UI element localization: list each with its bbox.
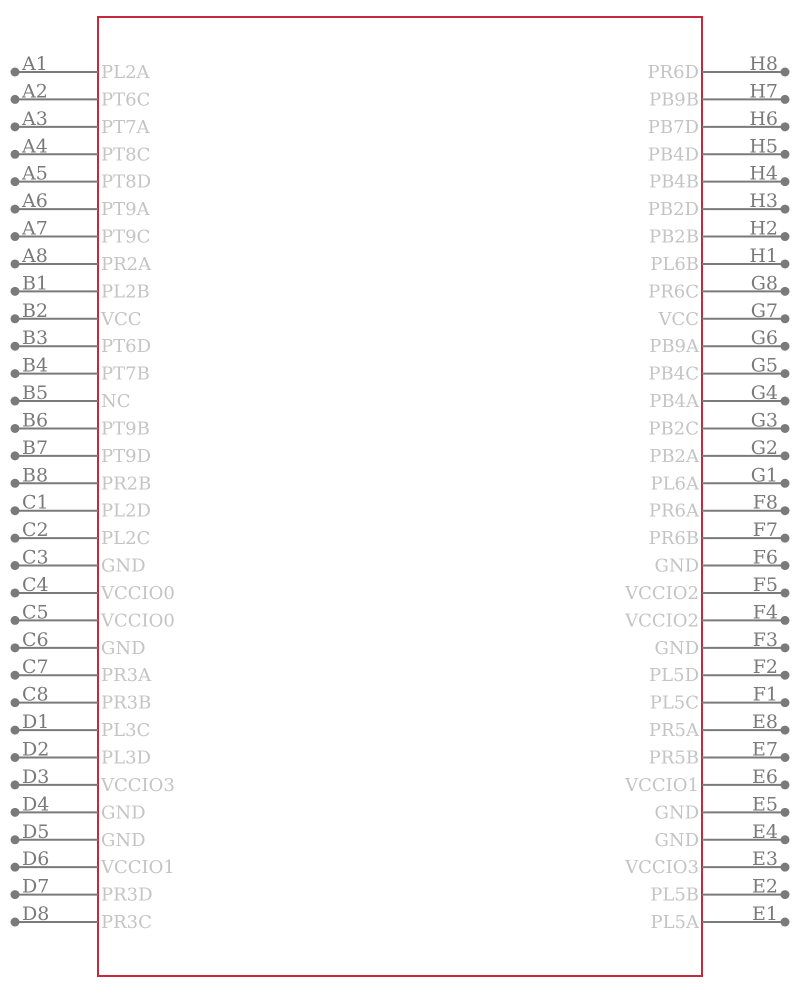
right-pin [650, 903, 789, 933]
pin-endpoint-dot [781, 369, 790, 378]
pin-endpoint-dot [781, 451, 790, 460]
pin-endpoint-dot [781, 643, 790, 652]
pin-endpoint-dot [11, 863, 20, 872]
pin-name: PL5A [650, 912, 699, 934]
pin-number: C3 [22, 546, 49, 569]
pin-name: PB4B [648, 171, 699, 193]
pin-endpoint-dot [781, 588, 790, 597]
left-pin [11, 272, 150, 302]
pin-endpoint-dot [11, 890, 20, 899]
pin-number: G6 [750, 327, 778, 350]
pin-name: PT7B [101, 363, 150, 385]
left-pin [11, 108, 151, 138]
pin-endpoint-dot [781, 95, 790, 104]
left-pin [11, 601, 175, 631]
right-pin [648, 409, 789, 439]
pin-endpoint-dot [11, 150, 20, 159]
ic-body-outline [98, 17, 702, 976]
left-pin [11, 656, 153, 686]
right-pin [648, 108, 790, 138]
pin-endpoint-dot [11, 835, 20, 844]
left-pin [11, 163, 152, 193]
pin-endpoint-dot [11, 451, 20, 460]
pin-name: PR3D [101, 884, 153, 906]
right-pin [649, 656, 789, 686]
pin-endpoint-dot [11, 534, 20, 543]
pin-name: PT9A [101, 199, 150, 221]
pin-endpoint-dot [11, 753, 20, 762]
pin-endpoint-dot [781, 863, 790, 872]
pin-number: E8 [752, 711, 778, 734]
right-pin [648, 355, 789, 385]
pin-endpoint-dot [781, 150, 790, 159]
right-pin [648, 272, 789, 302]
pin-number: H6 [749, 107, 778, 130]
pin-name: VCCIO3 [101, 774, 175, 796]
left-pin [11, 793, 146, 823]
pin-endpoint-dot [781, 835, 790, 844]
pin-number: A1 [22, 53, 48, 75]
right-pin [649, 382, 789, 412]
pin-endpoint-dot [11, 122, 20, 131]
pin-number: H2 [749, 217, 778, 240]
pin-name: GND [101, 802, 146, 824]
left-pin [11, 739, 151, 769]
left-pin [11, 492, 151, 522]
pin-name: PR6B [648, 528, 699, 550]
pin-name: PL2D [101, 500, 151, 522]
pin-endpoint-dot [11, 68, 20, 77]
pin-name: PT9C [101, 226, 151, 248]
pin-endpoint-dot [11, 808, 20, 817]
pin-name: VCCIO2 [625, 582, 699, 604]
left-pin [11, 574, 175, 604]
right-pin [649, 437, 789, 467]
right-pin-column [624, 53, 789, 933]
pin-name: VCCIO1 [101, 857, 175, 879]
pin-name: PT6D [101, 336, 152, 358]
pin-number: C5 [22, 601, 49, 624]
pin-endpoint-dot [781, 342, 790, 351]
pin-number: C6 [22, 628, 49, 651]
left-pin [11, 245, 153, 275]
pin-endpoint-dot [781, 232, 790, 241]
left-pin [11, 766, 175, 796]
pin-name: VCCIO0 [101, 610, 175, 632]
pin-number: B5 [22, 382, 49, 405]
pin-number: H5 [749, 135, 778, 158]
pin-number: D2 [22, 738, 50, 761]
pin-name: PR5B [648, 747, 699, 769]
pin-number: F8 [752, 491, 778, 514]
pin-number: E4 [752, 820, 778, 843]
pin-name: PR6D [647, 62, 699, 83]
left-pin [11, 711, 151, 741]
pin-number: C2 [22, 519, 49, 542]
pin-name: PB2C [648, 418, 699, 440]
pin-number: B7 [22, 436, 49, 459]
pin-name: PB9A [649, 336, 699, 358]
pin-endpoint-dot [11, 424, 20, 433]
left-pin [11, 629, 146, 659]
pin-name: PR6C [648, 281, 699, 303]
left-pin [11, 218, 151, 248]
left-pin [11, 684, 152, 714]
pin-name: PL2C [101, 528, 151, 550]
pin-name: PL6B [650, 253, 699, 275]
left-pin [11, 190, 151, 220]
left-pin [11, 300, 142, 330]
right-pin [650, 464, 789, 494]
pin-number: A6 [22, 190, 48, 213]
pin-number: E6 [752, 765, 778, 788]
pin-endpoint-dot [781, 616, 790, 625]
pin-name: GND [101, 637, 146, 659]
pin-endpoint-dot [11, 369, 20, 378]
pin-endpoint-dot [11, 561, 20, 570]
pin-name: VCC [658, 308, 699, 330]
left-pin [11, 135, 151, 165]
left-pin [11, 355, 150, 385]
pin-name: PL2B [101, 281, 150, 303]
pin-number: D1 [22, 711, 50, 734]
pin-name: PR3C [101, 912, 152, 934]
pin-number: H7 [749, 80, 778, 103]
pin-name: PR3B [101, 692, 152, 714]
pin-number: E1 [752, 903, 778, 926]
right-pin [649, 739, 790, 769]
pin-number: C7 [22, 656, 49, 679]
pin-endpoint-dot [11, 780, 20, 789]
pin-endpoint-dot [11, 643, 20, 652]
pin-number: B1 [22, 272, 49, 295]
pin-name: PL5C [649, 692, 699, 714]
pin-name: GND [101, 829, 146, 851]
pin-number: A2 [22, 80, 48, 103]
pin-number: C8 [22, 683, 49, 706]
pin-number: F4 [752, 601, 778, 624]
pin-number: A7 [22, 217, 48, 240]
right-pin [654, 793, 789, 823]
pin-name: GND [654, 555, 699, 577]
pin-number: D8 [22, 903, 50, 926]
pin-name: GND [654, 802, 699, 824]
pin-number: F2 [752, 656, 778, 679]
pin-name: PT9B [101, 418, 150, 440]
pin-number: E3 [752, 848, 778, 871]
pin-number: E7 [752, 738, 778, 761]
pin-name: GND [654, 637, 699, 659]
right-pin [624, 574, 789, 604]
right-pin [650, 245, 789, 275]
pin-name: PT8D [101, 171, 152, 193]
pin-name: VCCIO3 [625, 857, 699, 879]
pin-name: PB2A [649, 445, 699, 467]
pin-endpoint-dot [781, 561, 790, 570]
pin-name: PB4A [649, 391, 699, 413]
pin-endpoint-dot [781, 890, 790, 899]
pin-number: B6 [22, 409, 49, 432]
pin-name: PL3D [101, 747, 151, 769]
right-pin [649, 519, 790, 549]
pin-endpoint-dot [11, 616, 20, 625]
pin-name: PB4C [648, 363, 699, 385]
pin-endpoint-dot [781, 698, 790, 707]
pin-name: PR2B [101, 473, 152, 495]
right-pin [649, 163, 790, 193]
pin-number: F3 [752, 628, 778, 651]
right-pin [657, 300, 789, 330]
pin-number: G8 [750, 272, 778, 295]
pin-endpoint-dot [781, 726, 790, 735]
pin-endpoint-dot [11, 479, 20, 488]
left-pin [11, 382, 131, 412]
pin-endpoint-dot [781, 918, 790, 927]
pin-endpoint-dot [11, 259, 20, 268]
pin-number: C4 [22, 573, 49, 596]
pin-number: G4 [750, 382, 778, 405]
pin-name: GND [101, 555, 146, 577]
pin-number: G5 [750, 354, 778, 377]
pin-number: D3 [22, 765, 50, 788]
pin-endpoint-dot [781, 808, 790, 817]
pin-number: B2 [22, 299, 49, 322]
pin-endpoint-dot [781, 287, 790, 296]
pin-endpoint-dot [11, 205, 20, 214]
pin-number: F6 [752, 546, 778, 569]
pin-number: G2 [750, 436, 778, 459]
pin-name: GND [654, 829, 699, 851]
left-pin-column [11, 53, 175, 933]
pin-number: H1 [749, 244, 778, 267]
pin-endpoint-dot [781, 424, 790, 433]
pin-endpoint-dot [11, 177, 20, 186]
right-pin [654, 821, 789, 851]
pin-endpoint-dot [781, 177, 790, 186]
pin-endpoint-dot [11, 232, 20, 241]
pin-number: B3 [22, 327, 49, 350]
pin-name: PB2D [647, 199, 699, 221]
pin-number: F5 [752, 573, 778, 596]
pin-name: VCCIO1 [625, 774, 699, 796]
pin-number: C1 [22, 491, 49, 514]
pin-name: PB7D [647, 116, 699, 138]
right-pin [650, 684, 790, 714]
pin-endpoint-dot [781, 506, 790, 515]
pin-endpoint-dot [11, 726, 20, 735]
right-pin [648, 135, 790, 165]
right-pin [649, 711, 790, 741]
left-pin [11, 876, 153, 906]
pin-number: E2 [752, 875, 778, 898]
pin-name: PL5D [649, 665, 699, 687]
pin-name: PT9D [101, 445, 152, 467]
pin-endpoint-dot [11, 95, 20, 104]
left-pin [11, 903, 152, 933]
pin-endpoint-dot [11, 314, 20, 323]
pin-name: PL6A [650, 473, 699, 495]
left-pin [11, 437, 152, 467]
pin-endpoint-dot [11, 698, 20, 707]
pin-number: D5 [22, 820, 50, 843]
pin-endpoint-dot [781, 780, 790, 789]
left-pin [11, 53, 151, 83]
pin-name: PR2A [101, 253, 152, 275]
pin-name: PT7A [101, 116, 150, 138]
pin-name: PB9B [648, 89, 699, 111]
pin-number: F7 [752, 519, 778, 542]
pin-endpoint-dot [11, 397, 20, 406]
pin-name: PL2A [101, 62, 150, 83]
left-pin [11, 821, 146, 851]
right-pin [649, 80, 790, 110]
pin-endpoint-dot [11, 342, 20, 351]
pin-number: A8 [22, 244, 48, 267]
right-pin [654, 547, 789, 577]
left-pin [11, 519, 151, 549]
pin-name: NC [101, 391, 131, 413]
pin-endpoint-dot [11, 506, 20, 515]
pin-name: PR3A [101, 665, 152, 687]
right-pin [649, 327, 789, 357]
pin-endpoint-dot [781, 534, 790, 543]
pin-name: VCCIO0 [101, 582, 175, 604]
right-pin [624, 601, 789, 631]
pin-endpoint-dot [11, 918, 20, 927]
pin-name: PB2B [648, 226, 699, 248]
right-pin [654, 629, 789, 659]
pin-number: G7 [750, 299, 778, 322]
pin-number: H3 [749, 190, 778, 213]
pin-endpoint-dot [781, 671, 790, 680]
left-pin [11, 848, 175, 878]
pin-name: PL5B [650, 884, 699, 906]
pin-number: F1 [752, 683, 778, 706]
pin-name: PR6A [648, 500, 699, 522]
pin-number: B8 [22, 464, 49, 487]
pin-endpoint-dot [781, 314, 790, 323]
pin-name: PL3C [101, 720, 151, 742]
left-pin [11, 409, 150, 439]
left-pin [11, 327, 152, 357]
pin-number: H8 [749, 53, 778, 75]
left-pin [11, 547, 146, 577]
pin-name: PT8C [101, 144, 151, 166]
pin-endpoint-dot [11, 588, 20, 597]
pin-number: D7 [22, 875, 50, 898]
pin-number: H4 [749, 162, 778, 185]
right-pin [650, 876, 789, 906]
pin-endpoint-dot [781, 122, 790, 131]
pin-endpoint-dot [781, 397, 790, 406]
pin-number: E5 [752, 793, 778, 816]
right-pin [649, 218, 790, 248]
pin-number: B4 [22, 354, 49, 377]
right-pin [647, 53, 789, 83]
pin-number: D6 [22, 848, 50, 871]
pin-number: G3 [750, 409, 778, 432]
right-pin [648, 190, 790, 220]
left-pin [11, 464, 152, 494]
right-pin [624, 848, 789, 878]
pin-endpoint-dot [781, 753, 790, 762]
right-pin [649, 492, 790, 522]
pin-number: G1 [750, 464, 778, 487]
pin-number: D4 [22, 793, 50, 816]
pin-name: PB4D [647, 144, 699, 166]
pin-number: A4 [22, 135, 48, 158]
pin-endpoint-dot [781, 479, 790, 488]
pin-name: VCC [101, 308, 142, 330]
pin-name: VCCIO2 [625, 610, 699, 632]
pin-number: A5 [22, 162, 48, 185]
pin-name: PR5A [648, 720, 699, 742]
pin-endpoint-dot [11, 287, 20, 296]
left-pin [11, 80, 151, 110]
pin-number: A3 [22, 107, 48, 130]
pin-endpoint-dot [781, 68, 790, 77]
pin-endpoint-dot [781, 205, 790, 214]
right-pin [624, 766, 789, 796]
pin-name: PT6C [101, 89, 151, 111]
pin-endpoint-dot [781, 259, 790, 268]
pin-endpoint-dot [11, 671, 20, 680]
